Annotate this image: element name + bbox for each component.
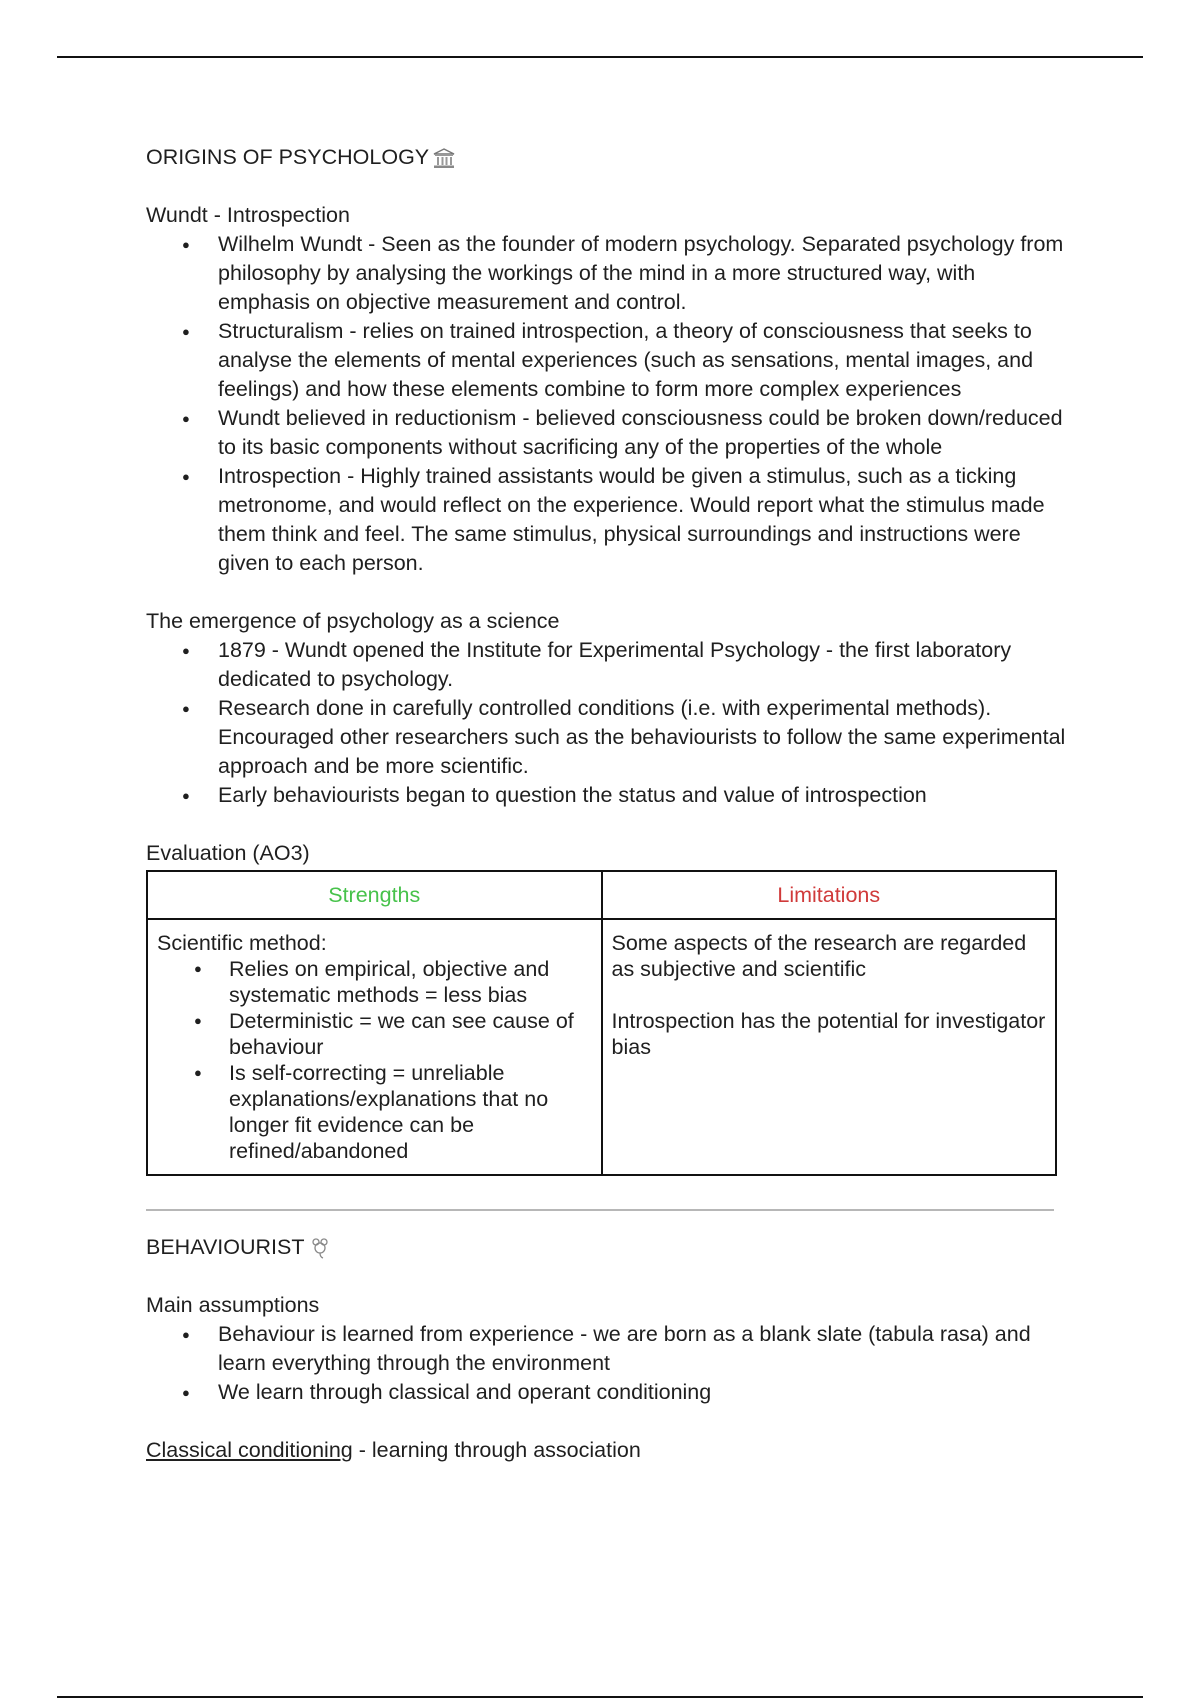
- classical-conditioning-description: - learning through association: [352, 1438, 641, 1462]
- list-item: ● Introspection - Highly trained assistants would be given a stimulus, such as a ticking metronome, and would reflect on the experience. Would report what the stimulus made them think and feel. The same stimulus, physical surroundings and instructions were given to each person.: [218, 462, 1066, 578]
- museum-building-icon: [433, 147, 455, 169]
- strengths-intro: Scientific method:: [157, 931, 327, 955]
- evaluation-heading: Evaluation (AO3): [146, 841, 310, 865]
- section-title-text: BEHAVIOURIST: [146, 1235, 305, 1259]
- assumptions-heading: Main assumptions: [146, 1293, 320, 1317]
- section-title-text: ORIGINS OF PSYCHOLOGY: [146, 145, 430, 169]
- limitation-paragraph: Introspection has the potential for investigator bias: [611, 1009, 1046, 1059]
- bottom-rule: [57, 1696, 1143, 1698]
- list-item: ● Wundt believed in reductionism - believed consciousness could be broken down/reduced to its basic components without sacrificing any of the properties of the whole: [218, 404, 1066, 462]
- list-item: ● Relies on empirical, objective and systematic methods = less bias: [229, 956, 592, 1008]
- top-rule: [57, 56, 1143, 58]
- section-divider: [146, 1209, 1054, 1211]
- science-heading: The emergence of psychology as a science: [146, 609, 560, 633]
- list-item: ● Wilhelm Wundt - Seen as the founder of modern psychology. Separated psychology from philosophy by analysing the workings of the mind in a more structured way, with emphasis on objective measurement and control.: [218, 230, 1066, 317]
- list-item: ● 1879 - Wundt opened the Institute for Experimental Psychology - the first laboratory dedicated to psychology.: [218, 636, 1066, 694]
- list-item: ● Research done in carefully controlled conditions (i.e. with experimental methods). Encouraged other researchers such as the behaviourists to follow the same experimental approach and be more scientific.: [218, 694, 1066, 781]
- evaluation-table: [146, 870, 1057, 1176]
- science-bullet-list: [146, 636, 1066, 810]
- list-item: ● Behaviour is learned from experience - we are born as a blank slate (tabula rasa) and learn everything through the environment: [218, 1320, 1066, 1378]
- limitation-paragraph: Some aspects of the research are regarded as subjective and scientific: [611, 931, 1027, 981]
- classical-conditioning-term: Classical conditioning: [146, 1438, 353, 1462]
- strengths-bullet-list: [157, 956, 592, 1164]
- classical-conditioning-line: [146, 1436, 1066, 1465]
- list-item: ● Is self-correcting = unreliable explanations/explanations that no longer fit evidence can be refined/abandoned: [229, 1060, 592, 1164]
- section-title-origins: [146, 143, 1066, 172]
- wundt-heading: Wundt - Introspection: [146, 203, 350, 227]
- list-item: ● We learn through classical and operant conditioning: [218, 1378, 1066, 1407]
- list-item: ● Structuralism - relies on trained introspection, a theory of consciousness that seeks to analyse the elements of mental experiences (such as sensations, mental images, and feelings) and how these elements combine to form more complex experiences: [218, 317, 1066, 404]
- rat-icon: [309, 1237, 331, 1259]
- list-item: ● Early behaviourists began to question the status and value of introspection: [218, 781, 1066, 810]
- limitations-cell: [602, 919, 1057, 1175]
- wundt-bullet-list: [146, 230, 1066, 578]
- strengths-header: Strengths: [147, 871, 602, 919]
- section-title-behaviourist: [146, 1233, 1066, 1262]
- limitations-header: Limitations: [602, 871, 1057, 919]
- list-item: ● Deterministic = we can see cause of behaviour: [229, 1008, 592, 1060]
- assumptions-bullet-list: [146, 1320, 1066, 1407]
- strengths-cell: [147, 919, 602, 1175]
- document-body: [146, 143, 1066, 1465]
